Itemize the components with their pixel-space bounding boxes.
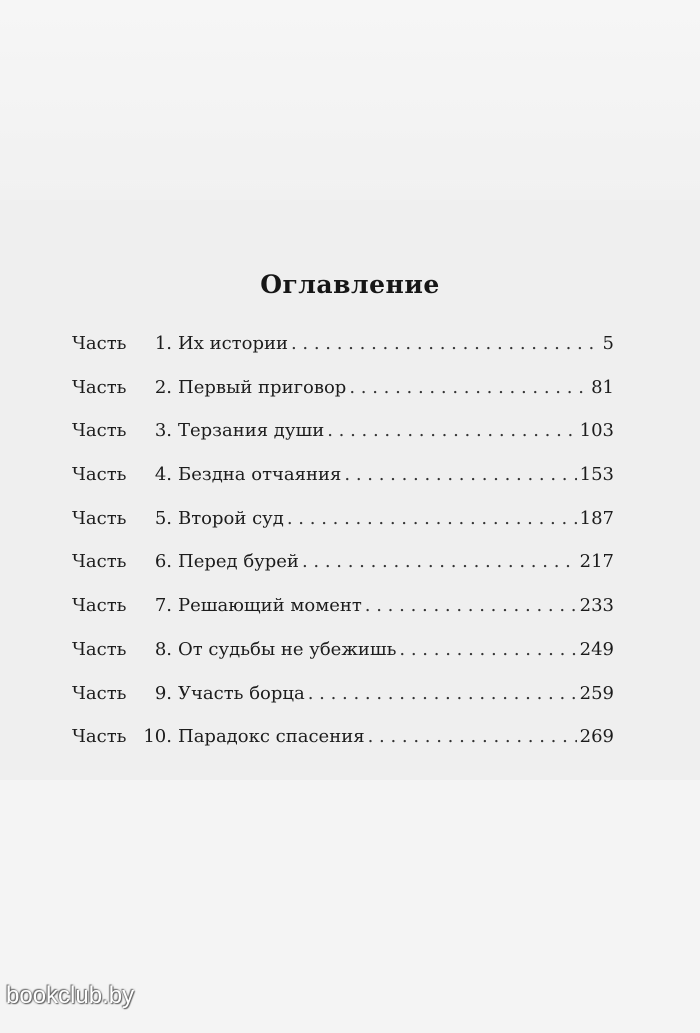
part-label: Часть [72,595,127,617]
dot-leader [365,595,577,617]
part-number: 2. [154,376,172,398]
watermark: bookclub.by [6,982,135,1009]
part-number: 5. [154,507,172,529]
dot-leader [287,508,577,530]
page-number: 81 [591,376,614,398]
part-title: Терзания души [178,420,325,442]
part-title: От судьбы не убежишь [178,638,397,660]
page-number: 187 [579,507,614,529]
part-title: Первый приговор [178,376,347,398]
page-number: 153 [579,464,614,486]
part-label: Часть [72,507,127,529]
dot-leader [291,333,600,355]
toc-entry [72,333,614,377]
part-title: Парадокс спасения [178,726,365,748]
part-number: 9. [154,682,172,704]
toc-entry [72,377,614,421]
part-title: Перед бурей [178,551,299,573]
dot-leader [302,551,577,573]
toc-entry [72,420,614,464]
toc-entry [72,639,614,683]
part-number: 8. [154,638,172,660]
dot-leader [368,726,577,748]
dot-leader [344,464,576,486]
part-number: 3. [154,420,172,442]
scan-background-top [0,0,700,200]
page-number: 269 [579,726,614,748]
dot-leader [327,420,576,442]
part-label: Часть [72,420,127,442]
part-number: 6. [154,551,172,573]
page-number: 249 [579,638,614,660]
part-label: Часть [72,638,127,660]
part-label: Часть [72,551,127,573]
part-number: 1. [154,333,172,354]
page-number: 233 [579,595,614,617]
dot-leader [399,639,576,661]
toc-entry [72,508,614,552]
part-label: Часть [72,464,127,486]
part-title: Решающий момент [178,595,362,617]
part-title: Участь борца [178,682,305,704]
toc-entry [72,683,614,727]
dot-leader [308,683,577,705]
part-label: Часть [72,333,127,354]
part-title: Второй суд [178,507,284,529]
page-number: 217 [579,551,614,573]
toc-list [72,333,614,770]
part-title: Бездна отчаяния [178,464,342,486]
part-number: 4. [154,464,172,486]
part-label: Часть [72,726,127,748]
part-number: 10. [143,726,172,748]
dot-leader [349,377,588,399]
page-number: 103 [579,420,614,442]
part-title: Их истории [178,333,288,354]
part-label: Часть [72,682,127,704]
toc-title: Оглавление [260,270,440,299]
toc-entry [72,595,614,639]
toc-entry [72,464,614,508]
part-number: 7. [154,595,172,617]
page-number: 5 [602,333,614,354]
page-number: 259 [579,682,614,704]
part-label: Часть [72,376,127,398]
toc-entry [72,551,614,595]
toc-entry [72,726,614,770]
